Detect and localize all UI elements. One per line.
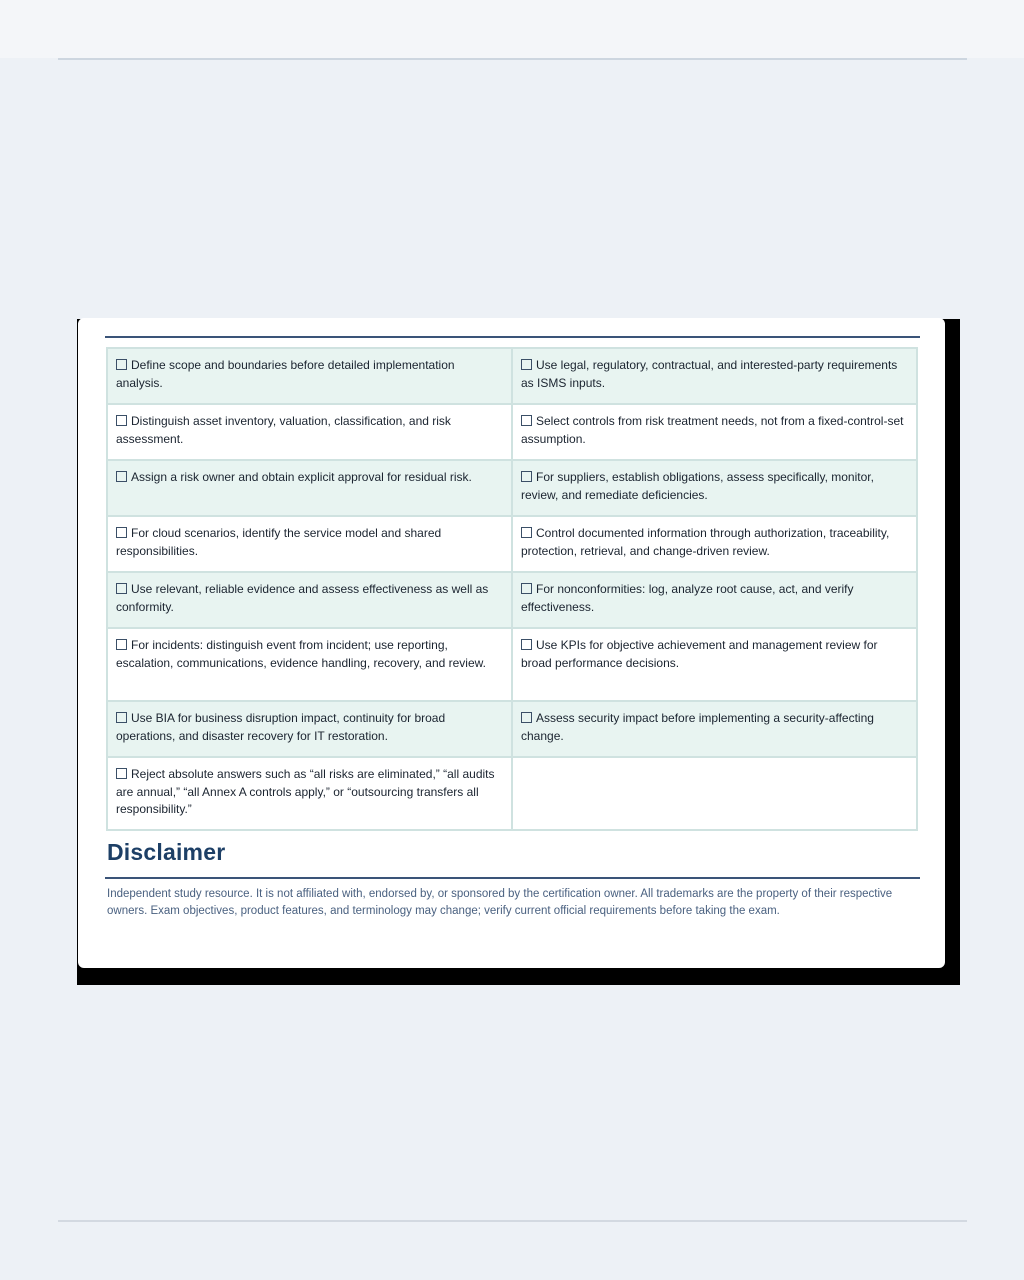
- checklist-item: [512, 404, 917, 460]
- checklist-table: [106, 347, 918, 831]
- checklist-item-text: Control documented information through authorization, traceability, protection, retrieval, and change-driven review.: [521, 526, 890, 558]
- checklist-item-text: Select controls from risk treatment needs, not from a fixed-control-set assumption.: [521, 414, 904, 446]
- checklist-item: [107, 628, 512, 701]
- table-row: [107, 460, 917, 516]
- checklist-item-text: Assign a risk owner and obtain explicit approval for residual risk.: [131, 470, 472, 484]
- checkbox-icon[interactable]: [521, 583, 532, 594]
- bottom-divider: [58, 1220, 967, 1222]
- checklist-item: [107, 516, 512, 572]
- empty-cell: [512, 757, 917, 830]
- table-row: [107, 348, 917, 404]
- disclaimer-rule: [105, 877, 920, 879]
- checklist-item-text: Use BIA for business disruption impact, continuity for broad operations, and disaster recovery for IT restoration.: [116, 711, 446, 743]
- checklist-item-text: For cloud scenarios, identify the service model and shared responsibilities.: [116, 526, 442, 558]
- checklist-item-text: Reject absolute answers such as “all risks are eliminated,” “all audits are annual,” “all Annex A controls apply,” or “outsourcing transfers all responsibility.”: [116, 767, 495, 816]
- table-row: [107, 701, 917, 757]
- checklist-item: [107, 757, 512, 830]
- checklist-item: [512, 460, 917, 516]
- checklist-item-text: For suppliers, establish obligations, assess specifically, monitor, review, and remediate deficiencies.: [521, 470, 874, 502]
- checkbox-icon[interactable]: [116, 359, 127, 370]
- checklist-item-text: Use relevant, reliable evidence and assess effectiveness as well as conformity.: [116, 582, 489, 614]
- checklist-item: [107, 348, 512, 404]
- checklist-item: [512, 628, 917, 701]
- checklist-item-text: Define scope and boundaries before detailed implementation analysis.: [116, 358, 455, 390]
- table-row: [107, 516, 917, 572]
- table-row: [107, 404, 917, 460]
- table-row: [107, 628, 917, 701]
- checklist-item: [107, 701, 512, 757]
- checkbox-icon[interactable]: [116, 527, 127, 538]
- document-page: [78, 318, 945, 968]
- checkbox-icon[interactable]: [116, 712, 127, 723]
- checkbox-icon[interactable]: [521, 527, 532, 538]
- table-row: [107, 572, 917, 628]
- checklist-item-text: Assess security impact before implementing a security-affecting change.: [521, 711, 874, 743]
- checkbox-icon[interactable]: [521, 712, 532, 723]
- checklist-item: [512, 572, 917, 628]
- section-top-rule: [105, 336, 920, 338]
- checkbox-icon[interactable]: [116, 639, 127, 650]
- checklist-item: [512, 701, 917, 757]
- checklist-item-text: For nonconformities: log, analyze root cause, act, and verify effectiveness.: [521, 582, 854, 614]
- checkbox-icon[interactable]: [521, 639, 532, 650]
- checklist-item: [512, 516, 917, 572]
- checkbox-icon[interactable]: [116, 583, 127, 594]
- disclaimer-text: Independent study resource. It is not affiliated with, endorsed by, or sponsored by the certification owner. All trademarks are the property of their respective owners. Exam objectives, product features, and terminology may change; verify current official requirements before taking the exam.: [107, 888, 893, 917]
- checkbox-icon[interactable]: [116, 768, 127, 779]
- top-divider: [58, 58, 967, 60]
- checklist-item: [107, 460, 512, 516]
- checklist-item: [107, 404, 512, 460]
- viewer-top-bar: [0, 0, 1024, 58]
- checkbox-icon[interactable]: [521, 359, 532, 370]
- checklist-item-text: Use legal, regulatory, contractual, and interested-party requirements as ISMS inputs.: [521, 358, 898, 390]
- checkbox-icon[interactable]: [116, 415, 127, 426]
- table-row: [107, 757, 917, 830]
- checkbox-icon[interactable]: [116, 471, 127, 482]
- checklist-item-text: Distinguish asset inventory, valuation, classification, and risk assessment.: [116, 414, 451, 446]
- checkbox-icon[interactable]: [521, 415, 532, 426]
- checkbox-icon[interactable]: [521, 471, 532, 482]
- checklist-item-text: For incidents: distinguish event from incident; use reporting, escalation, communications, evidence handling, recovery, and review.: [116, 638, 486, 670]
- disclaimer-heading: Disclaimer: [107, 839, 226, 865]
- checklist-item: [107, 572, 512, 628]
- checklist-item-text: Use KPIs for objective achievement and management review for broad performance decisions.: [521, 638, 878, 670]
- checklist-item: [512, 348, 917, 404]
